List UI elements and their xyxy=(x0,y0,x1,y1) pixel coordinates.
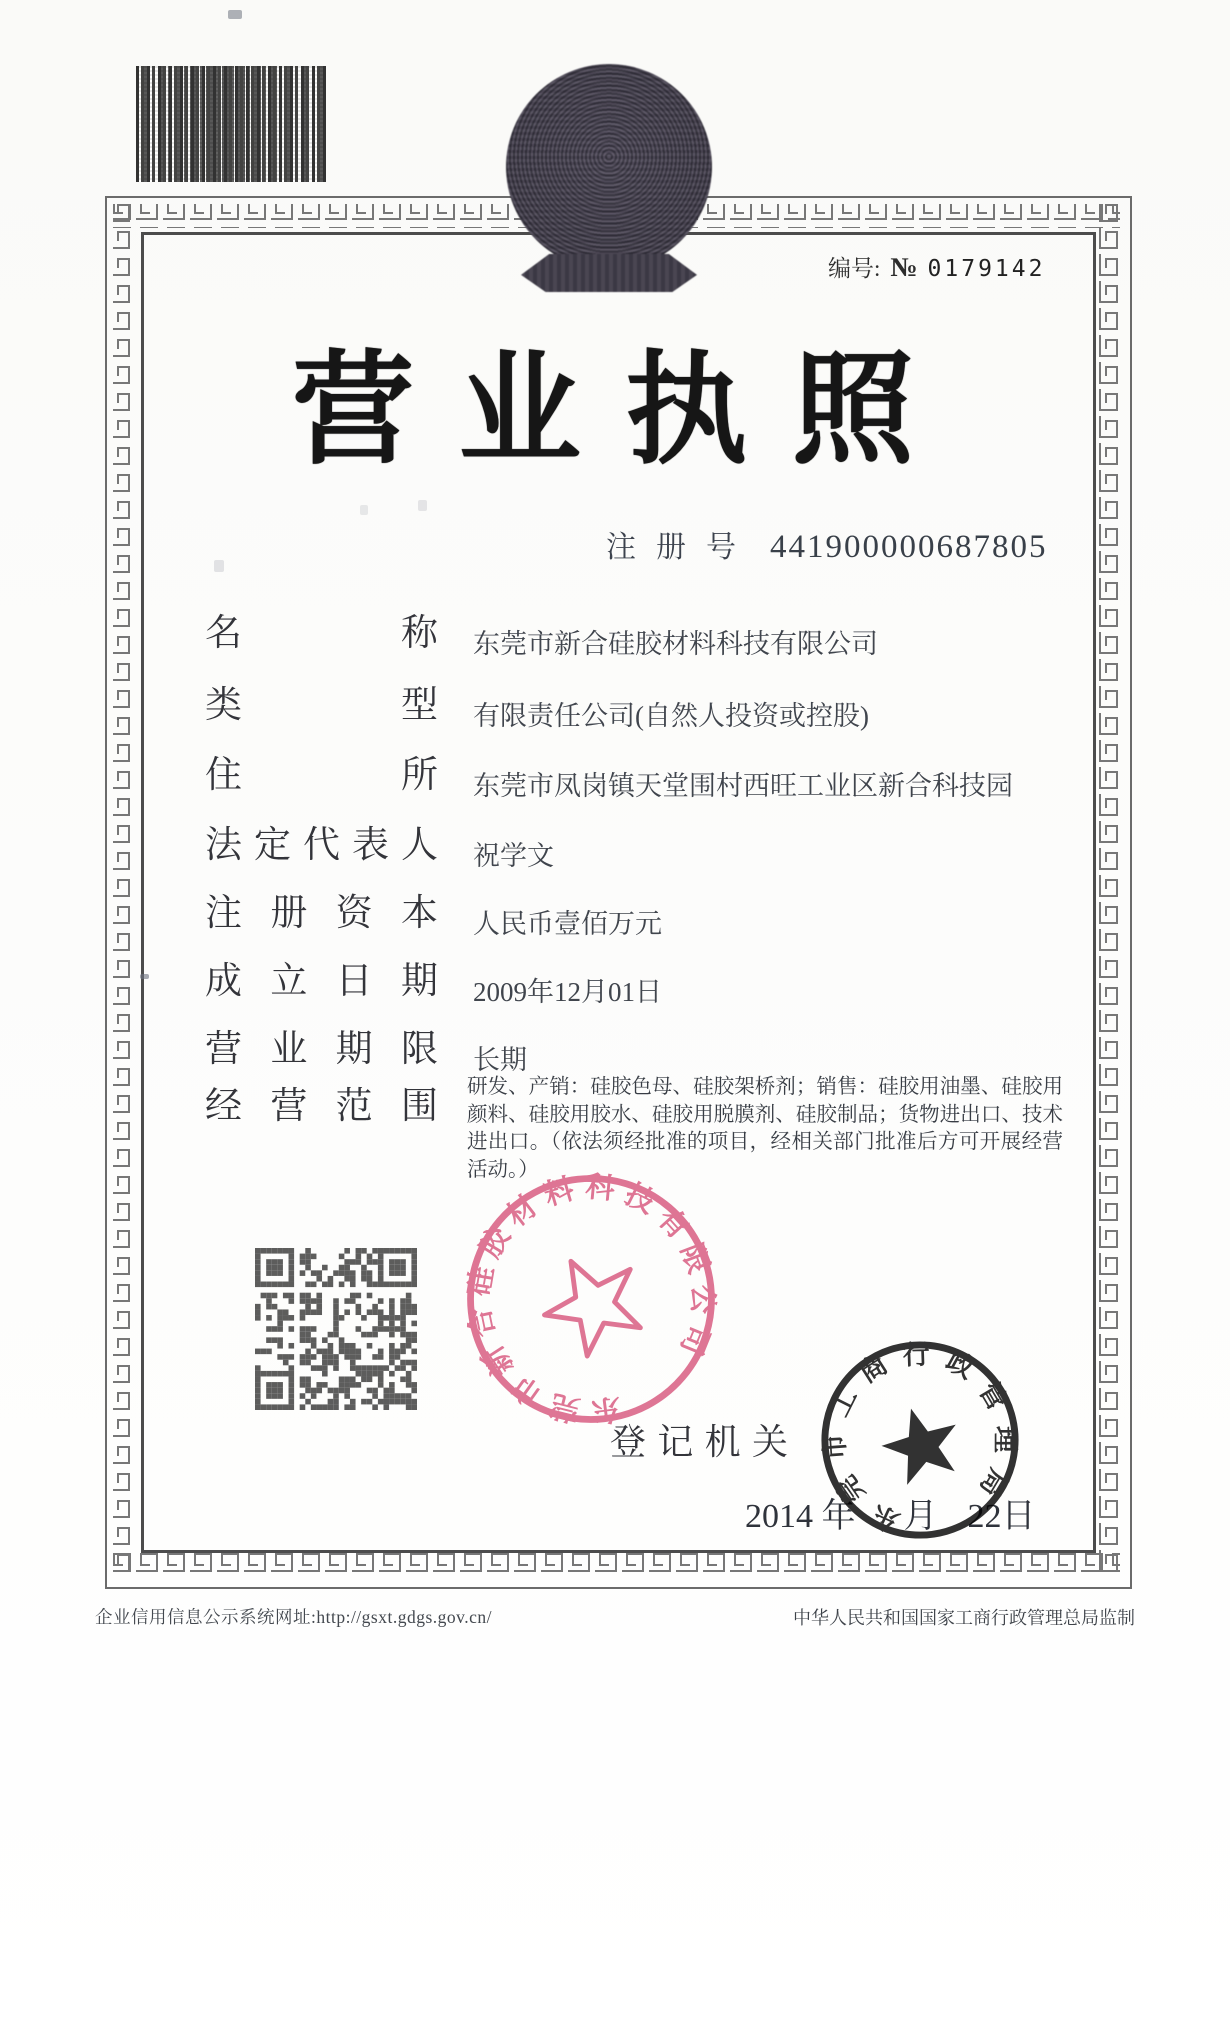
serial-label: 编号: xyxy=(828,256,881,281)
field-label-establishment-date: 成 立 日 期 xyxy=(205,961,438,1002)
field-value-address: 东莞市凤岗镇天堂围村西旺工业区新合科技园 xyxy=(473,771,1013,801)
footer-public-info-url: 企业信用信息公示系统网址:http://gsxt.gdgs.gov.cn/ xyxy=(95,1607,493,1627)
page-title: 营 业 执 照 xyxy=(292,342,914,478)
national-emblem-disc xyxy=(506,64,712,270)
field-value-legal-representative: 祝学文 xyxy=(473,841,554,871)
registry-seal-text: 东莞市工商行政管理局 xyxy=(819,1339,1021,1538)
issue-year: 2014 年 xyxy=(745,1498,856,1535)
national-emblem-base xyxy=(521,254,697,292)
national-emblem-icon xyxy=(502,64,716,294)
scan-artifact xyxy=(214,560,224,572)
field-value-business-term: 长期 xyxy=(473,1045,527,1075)
scan-artifact xyxy=(140,974,149,979)
registry-seal xyxy=(816,1336,1024,1544)
company-seal-star-icon xyxy=(528,1238,657,1364)
registry-authority-label: 登 记 机 关 xyxy=(610,1422,788,1462)
field-value-registered-capital: 人民币壹佰万元 xyxy=(473,909,662,939)
registry-seal-svg xyxy=(816,1336,1024,1544)
serial-number: 0179142 xyxy=(927,256,1046,282)
footer-issuer: 中华人民共和国国家工商行政管理总局监制 xyxy=(793,1608,1135,1628)
qr-code-icon xyxy=(255,1248,417,1410)
company-seal-svg xyxy=(455,1163,727,1435)
registration-number-value: 441900000687805 xyxy=(770,529,1048,565)
registration-number-label: 注 册 号 xyxy=(606,531,736,564)
scan-artifact xyxy=(228,10,242,19)
field-value-type: 有限责任公司(自然人投资或控股) xyxy=(473,701,869,731)
registration-number-line xyxy=(606,522,1048,566)
issue-day: 22日 xyxy=(967,1498,1036,1535)
field-value-establishment-date: 2009年12月01日 xyxy=(473,977,662,1007)
field-label-legal-representative: 法 定 代 表 人 xyxy=(205,825,438,866)
numero-symbol: № xyxy=(890,252,918,282)
barcode-icon xyxy=(136,66,326,182)
serial-number-line xyxy=(828,250,1045,283)
field-label-name: 名 称 xyxy=(205,613,438,654)
field-value-business-scope: 研发、产销：硅胶色母、硅胶架桥剂；销售：硅胶用油墨、硅胶用颜料、硅胶用胶水、硅胶用脱膜剂、硅胶制品；货物进出口、技术进出口。（依法须经批准的项目，经相关部门批准后方可开展经营活动。） xyxy=(467,1076,1063,1181)
company-seal-text: 东莞市新合硅胶材料科技有限公司 xyxy=(463,1171,719,1427)
qr-code-svg xyxy=(255,1248,417,1410)
field-label-type: 类 型 xyxy=(205,685,438,726)
issue-month: 月 xyxy=(903,1498,938,1535)
registry-seal-star-icon xyxy=(874,1398,968,1489)
field-label-registered-capital: 注 册 资 本 xyxy=(205,893,438,934)
scan-artifact xyxy=(418,500,427,511)
field-label-business-scope: 经 营 范 围 xyxy=(205,1086,438,1127)
scan-artifact xyxy=(360,505,368,515)
svg-text:东莞市新合硅胶材料科技有限公司 xyxy=(455,1163,727,1435)
field-value-name: 东莞市新合硅胶材料科技有限公司 xyxy=(473,629,878,659)
company-seal xyxy=(455,1163,727,1435)
field-label-address: 住 所 xyxy=(205,755,438,796)
field-label-business-term: 营 业 期 限 xyxy=(205,1029,438,1070)
